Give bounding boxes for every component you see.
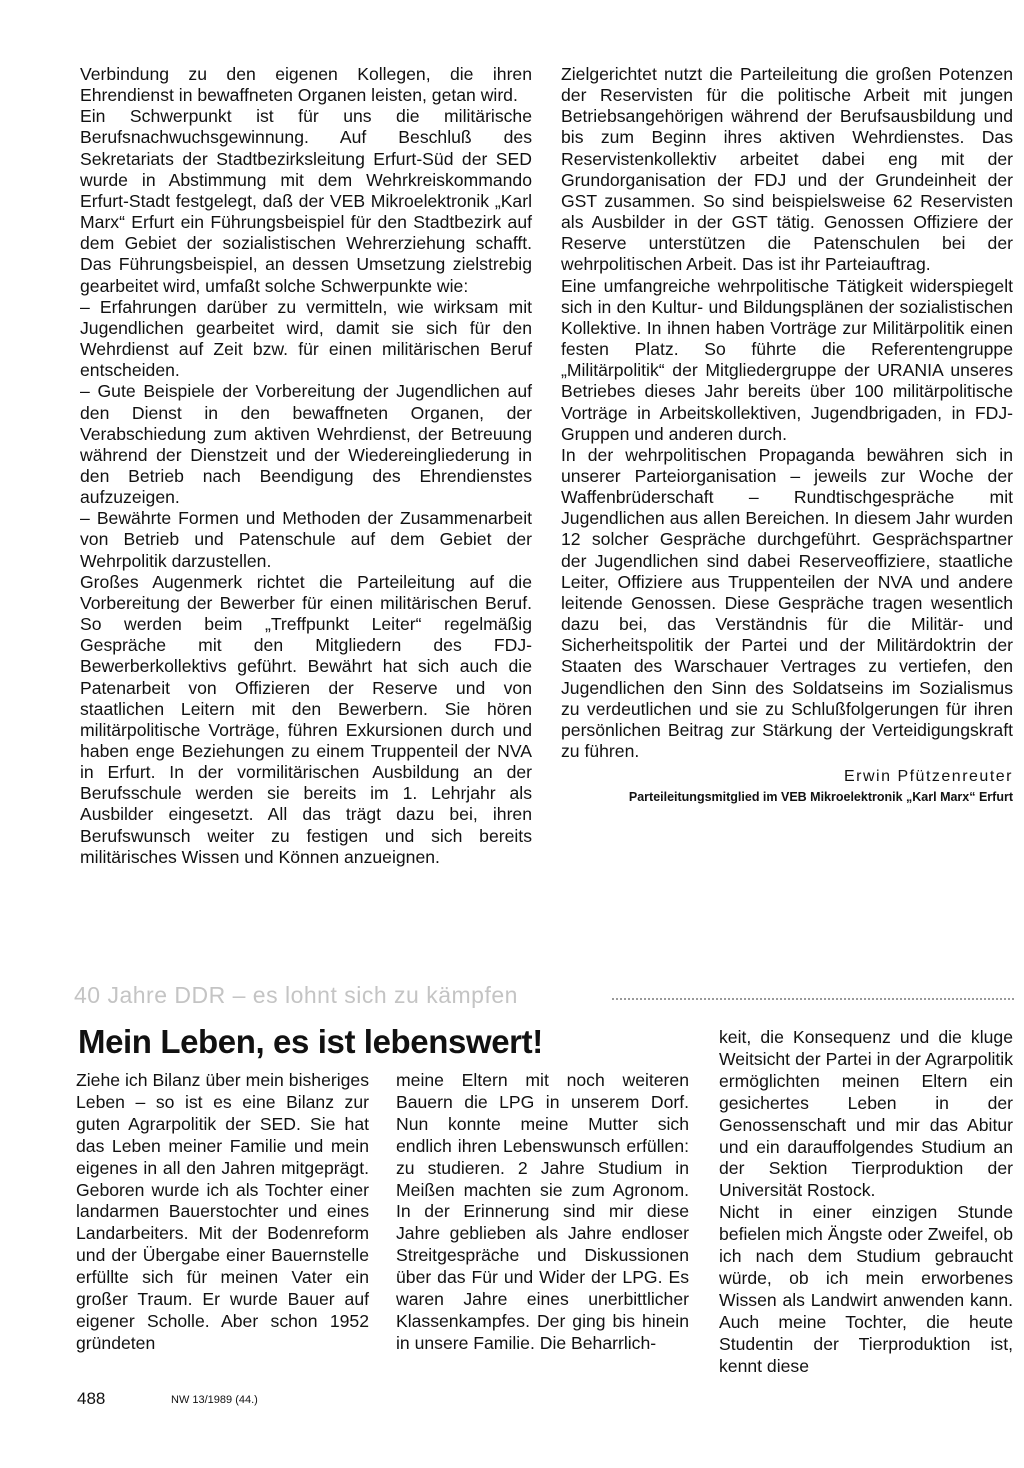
issue-label: NW 13/1989 (44.) xyxy=(171,1394,258,1406)
series-header xyxy=(74,980,1018,1010)
article-column-2 xyxy=(396,1070,689,1355)
list-item: – Erfahrungen darüber zu vermitteln, wie wirksam mit Jugendlichen gearbeitet wird, damit sie sich für den Wehrdienst auf Zeit bzw. für einen militärischen Beruf entscheiden. xyxy=(80,296,532,381)
paragraph: Verbindung zu den eigenen Kollegen, die ihren Ehrendienst in bewaffneten Organen leisten, getan wird. xyxy=(80,64,532,106)
series-title: 40 Jahre DDR – es lohnt sich zu kämpfen xyxy=(74,982,518,1008)
paragraph: Großes Augenmerk richtet die Parteileitung auf die Vorbereitung der Bewerber für einen militärischen Beruf. So werden beim „Treffpunkt Leiter“ regelmäßig Gespräche mit den Mitgliedern des FDJ-Bewerberkollektivs geführt. Bewährt hat sich auch die Patenarbeit von Offizieren der Reserve und von staatlichen Leitern mit den Bewerbern. Sie hören militärpolitische Vorträge, führen Exkursionen durch und haben enge Beziehungen zu einem Truppenteil der NVA in Erfurt. In der vormilitärischen Ausbildung an der Berufsschule werden sie bereits im 1. Lehrjahr als Ausbilder eingesetzt. All das trägt dazu bei, ihren Berufswunsch weiter zu festigen und sich bereits militärisches Wissen und Können anzueignen. xyxy=(80,571,532,867)
article-column-1 xyxy=(76,1070,369,1355)
top-article-left-column xyxy=(80,64,532,868)
page-footer xyxy=(77,1388,477,1412)
paragraph: Zielgerichtet nutzt die Parteileitung die großen Potenzen der Reservisten für die politische Arbeit mit jungen Betriebsangehörigen während der Berufsausbildung und bis zum Beginn ihres aktiven Wehrdienstes. Das Reservistenkollektiv arbeitet dabei eng mit der Grundorganisation der FDJ und der Grundeinheit der GST zusammen. So sind beispielsweise 62 Reservisten als Ausbilder in der GST tätig. Genossen Offiziere der Reserve unterstützen die Patenschulen bei der wehrpolitischen Arbeit. Das ist ihr Parteiauftrag. xyxy=(561,64,1013,275)
paragraph: In der wehrpolitischen Propaganda bewähren sich in unserer Parteiorganisation – jeweils zur Woche der Waffenbrüderschaft – Rundtischgespräche mit Jugendlichen aus allen Bereichen. In diesem Jahr wurden 12 solcher Gespräche durchgeführt. Gesprächspartner der Jugendlichen sind dabei Reserveoffiziere, staatliche Leiter, Offiziere aus Truppenteilen der NVA und andere leitende Genossen. Diese Gespräche tragen wesentlich dazu bei, das Verständnis für die Militär- und Sicherheitspolitik der Partei und der Militärdoktrin der Staaten des Warschauer Vertrages zu vertiefen, den Jugendlichen den Sinn des Soldatseins im Sozialismus zu verdeutlichen und sie zu Schlußfolgerungen für ihren persönlichen Beitrag zur Stärkung der Verteidigungskraft zu führen. xyxy=(561,444,1013,761)
paragraph: Ziehe ich Bilanz über mein bisheriges Leben – so ist es eine Bilanz zur guten Agrarpolitik der SED. Sie hat das Leben meiner Familie und mein eigenes in all den Jahren mitgeprägt. Geboren wurde ich als Tochter einer landarmen Bauerstochter und eines Landarbeiters. Mit der Bodenreform und der Übergabe einer Bauernstelle erfüllte sich für meinen Vater ein großer Traum. Er wurde Bauer auf eigener Scholle. Aber schon 1952 gründeten xyxy=(76,1070,369,1353)
dotted-divider xyxy=(612,998,1014,1000)
paragraph: keit, die Konsequenz und die kluge Weitsicht der Partei in der Agrarpolitik ermöglichten meinen Eltern ein gesichertes Leben in der Genossenschaft und mir das Abitur und ein darauffolgendes Studium an der Sektion Tierproduktion der Universität Rostock. xyxy=(719,1027,1013,1201)
paragraph: Eine umfangreiche wehrpolitische Tätigkeit widerspiegelt sich in den Kultur- und Bildungsplänen der sozialistischen Kollektive. In ihnen haben Vorträge zur Militärpolitik einen festen Platz. So führte die Referentengruppe „Militärpolitik“ der Mitgliedergruppe der URANIA unseres Betriebes dieses Jahr bereits über 100 militärpolitische Vorträge in Arbeitskollektiven, Jugendbrigaden, in FDJ-Gruppen und anderen durch. xyxy=(561,275,1013,444)
paragraph: meine Eltern mit noch weiteren Bauern die LPG in unserem Dorf. Nun konnte meine Mutter sich endlich ihren Lebenswunsch erfüllen: zu studieren. 2 Jahre Studium in Meißen machten sie zum Agronom. In der Erinnerung sind mir diese Jahre geblieben als Jahre endloser Streitgespräche und Diskussionen über das Für und Wider der LPG. Es waren Jahre eines unerbittlicher Klassenkampfes. Der ging bis hinein in unsere Familie. Die Beharrlich- xyxy=(396,1070,689,1353)
author-role: Parteileitungsmitglied im VEB Mikroelektronik „Karl Marx“ Erfurt xyxy=(628,790,1013,805)
page-number: 488 xyxy=(77,1389,106,1408)
top-article-right-column xyxy=(561,64,1013,805)
article-headline: Mein Leben, es ist lebenswert! xyxy=(78,1023,543,1060)
paragraph: Nicht in einer einzigen Stunde befielen mich Ängste oder Zweifel, ob ich nach dem Studium gebraucht würde, ob ich mein erworbenes Wissen als Landwirt anwenden kann. Auch meine Tochter, die heute Studentin der Tierproduktion ist, kennt diese xyxy=(719,1202,1013,1376)
author-name: Erwin Pfützenreuter xyxy=(843,768,1013,786)
article-column-3 xyxy=(719,1027,1013,1378)
paragraph: Ein Schwerpunkt ist für uns die militärische Berufsnachwuchsgewinnung. Auf Beschluß des Sekretariats der Stadtbezirksleitung Erfurt-Süd der SED wurde in Abstimmung mit dem Wehrkreiskommando Erfurt-Stadt festgelegt, daß der VEB Mikroelektronik „Karl Marx“ Erfurt ein Führungsbeispiel für den Stadtbezirk auf dem Gebiet der sozialistischen Wehrerziehung schafft. Das Führungsbeispiel, an dessen Umsetzung zielstrebig gearbeitet wird, umfaßt solche Schwerpunkte wie: xyxy=(80,106,532,296)
list-item: – Bewährte Formen und Methoden der Zusammenarbeit von Betrieb und Patenschule auf dem Gebiet der Wehrpolitik darzustellen. xyxy=(80,508,532,571)
list-item: – Gute Beispiele der Vorbereitung der Jugendlichen auf den Dienst in den bewaffneten Organen, der Verabschiedung zum aktiven Wehrdienst, der Betreuung während der Dienstzeit und der Wiedereingliederung in den Betrieb nach Beendigung des Ehrendienstes aufzuzeigen. xyxy=(80,381,532,508)
